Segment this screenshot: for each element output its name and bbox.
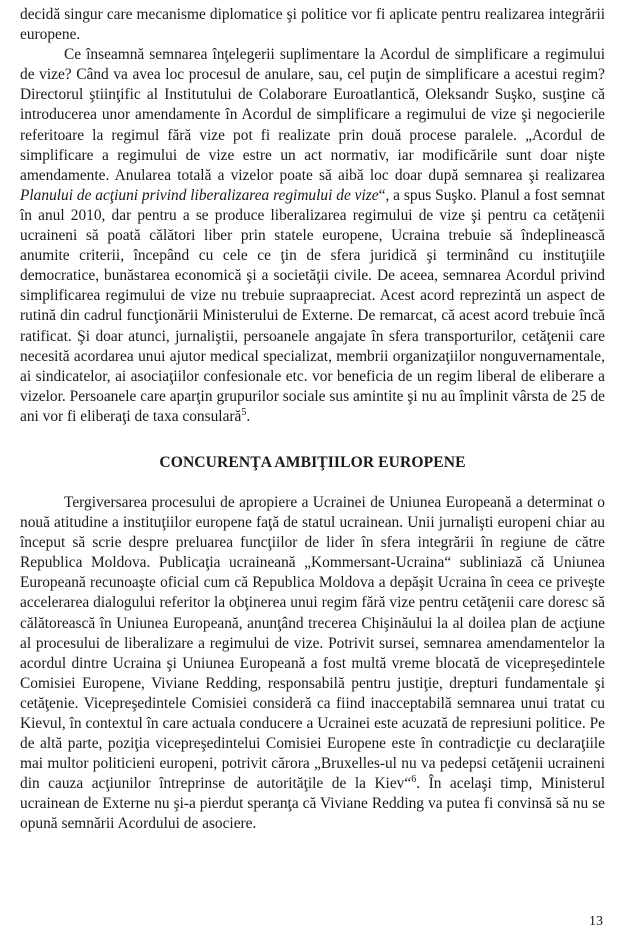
text-segment: “, a spus Suşko. Planul a fost semnat în anul 2010, dar pentru a se produce liberalizarea regimului de vize şi pentru ca cetăţenii ucraineni să poată călători liber prin statele europene, Ucraina trebuie să îndeplinească anumite criterii, începând cu cele ce ţin de sfera juridică şi terminând cu instituţiile democratice, bunăstarea economică şi a societăţii civile. De aceea, semnarea Acordul privind simplificarea regimului de vize nu trebuie supraapreciat. Acest acord reprezintă un aspect de rutină din cadrul funcţionării Ministerului de Externe. De remarcat, că acest acord trebuie încă ratificat. Şi doar atunci, jurnaliştii, persoanele angajate în sfera transporturilor, cetăţenii care necesită acordarea unui ajutor medical specializat, membrii organizaţiilor nonguvernamentale, ai sindicatelor, ai asociaţiilor confesionale etc. vor beneficia de un regim liberal de eliberare a vizelor. Persoanele care aparţin grupurilor sociale sus amintite şi nu au împlinit vârsta de 25 de ani vor fi eliberaţi de taxa consulară — [20, 186, 605, 425]
page-number: 13 — [589, 914, 603, 929]
text-segment: . — [246, 407, 251, 425]
footnote-marker: 5 — [241, 406, 247, 418]
text-segment: decidă singur care mecanisme diplomatice şi politice vor fi aplicate pentru realizarea integrării europene. — [20, 6, 605, 44]
footnote-marker: 6 — [411, 774, 417, 786]
paragraph-european-competition — [20, 493, 605, 835]
text-segment: . În acelaşi timp, Ministerul ucrainean de Externe nu şi-a pierdut speranţa că Viviane Redding va putea fi convinsă să nu se opună semnării Acordului de asociere. — [20, 775, 605, 833]
text-segment: Ce înseamnă semnarea înţelegerii suplimentare la Acordul de simplificare a regimului de vize? Când va avea loc procesul de anulare, sau, cel puţin de simplificare a acestui regim? Directorul ştiinţific al Institutului de Colaborare Euroatlantică, Oleksandr Suşko, susţine că introducerea unor amendamente în Acordul de simplificare a regimului de vize şi negocierile referitoare la regimul fără vize pot fi realizate prin două procese paralele. „Acordul de simplificare a regimului de vize estre un act normativ, iar modificările sunt doar nişte amendamente. Anularea totală a vizelor poate să aibă loc doar după semnarea şi realizarea — [20, 46, 605, 184]
italic-title: Planului de acţiuni privind liberalizarea regimului de vize — [20, 186, 379, 204]
section-heading: CONCURENŢA AMBIŢIILOR EUROPENE — [159, 453, 466, 471]
text-segment: Tergiversarea procesului de apropiere a Ucrainei de Uniunea Europeană a determinat o nouă atitudine a instituţiilor europene faţă de statul ucrainean. Unii jurnalişti europeni chiar au început să scrie despre preluarea funcţiilor de lider în sfera integrării în regiune de către Republica Moldova. Publicaţia ucraineană „Kommersant-Ucraina“ subliniază că Uniunea Europeană recunoaşte oficial cum că Republica Moldova a depăşit Ucraina în ceea ce priveşte accelerarea dialogului referitor la obţinerea unui regim fără vize pentru cetăţenii care doresc să călătorească în Uniunea Europeană, anunţând trecerea Chişinăului la al doilea plan de acţiune al procesului de liberalizare a regimului de vize. Potrivit sursei, semnarea amendamentelor la acordul dintre Ucraina şi Uniunea Europeană a fost multă vreme blocată de vicepreşedintele Comisiei Europene, Viviane Redding, responsabilă pentru justiţie, drepturi fundamentale şi cetăţenie. Vicepreşedintele Comisiei consideră ca fiind inacceptabilă semnarea unui tratat cu Kievul, în contextul în care actuala conducere a Ucrainei este acuzată de represiuni politice. Pe de altă parte, poziţia vicepreşedintelui Comisiei Europene este în contradicţie cu declaraţiile mai multor politicieni europeni, potrivit cărora „Bruxelles-ul nu va pedepsi cetăţenii ucraineni din cauza acţiunilor întreprinse de autorităţile de la Kiev“ — [20, 493, 605, 793]
paragraph-continuation — [20, 5, 605, 45]
document-page — [20, 5, 605, 835]
paragraph-visa-agreement — [20, 45, 605, 427]
